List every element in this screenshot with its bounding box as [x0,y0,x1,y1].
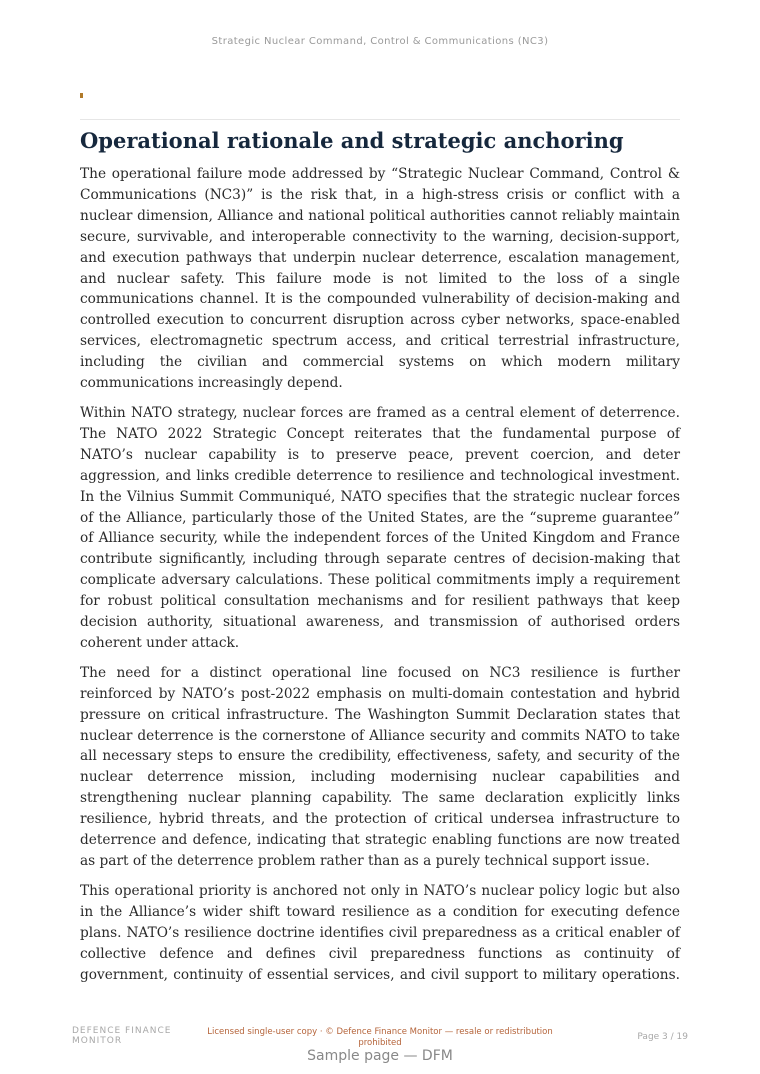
section-heading: Operational rationale and strategic anchoring [80,128,624,153]
paragraph-1: The operational failure mode addressed by “Strategic Nuclear Command, Control & Communications (NC3)” is the risk that, in a high-stress crisis or conflict with a nuclear dimension, Alliance and national political authorities cannot reliably maintain secure, survivable, and interoperable connectivity to the warning, decision-support, and execution pathways that underpin nuclear deterrence, escalation management, and nuclear safety. This failure mode is not limited to the loss of a single communications channel. It is the compounded vulnerability of decision-making and controlled execution to concurrent disruption across cyber networks, space-enabled services, electromagnetic spectrum access, and critical terrestrial infrastructure, including the civilian and commercial systems on which modern military communications increasingly depend. [80,166,680,392]
accent-marker [80,93,83,98]
paragraph-4: This operational priority is anchored not only in NATO’s nuclear policy logic but also in the Alliance’s wider shift toward resilience as a condition for executing defence plans. NATO’s resilience doctrine identifies civil preparedness as a critical enabler of collective defence and defines civil preparedness functions as continuity of government, continuity of essential services, and civil support to military operations. [80,882,680,983]
footer-publisher: DEFENCE FINANCE MONITOR [72,1026,172,1046]
running-header: Strategic Nuclear Command, Control & Communications (NC3) [211,36,549,47]
page-content [80,126,680,994]
paragraph-2: Within NATO strategy, nuclear forces are framed as a central element of deterrence. The NATO 2022 Strategic Concept reiterates that the fundamental purpose of NATO’s nuclear capability is to preserve peace, prevent coercion, and deter aggression, and links credible deterrence to resilience and technological investment. In the Vilnius Summit Communiqué, NATO specifies that the strategic nuclear forces of the Alliance, particularly those of the United States, are the “supreme guarantee” of Alliance security, while the independent forces of the United Kingdom and France contribute significantly, including through separate centres of decision-making that complicate adversary calculations. These political commitments imply a requirement for robust political consultation mechanisms and for resilient pathways that keep decision authority, situational awareness, and transmission of authorised orders coherent under attack. [80,404,680,651]
footer-license-notice: Licensed single-user copy · © Defence Finance Monitor — resale or redistribution prohibited [207,1027,553,1048]
sample-page-label: Sample page — DFM [307,1048,453,1064]
footer-page-number: Page 3 / 19 [637,1032,688,1042]
paragraph-3: The need for a distinct operational line focused on NC3 resilience is further reinforced by NATO’s post-2022 emphasis on multi-domain contestation and hybrid pressure on critical infrastructure. The Washington Summit Declaration states that nuclear deterrence is the cornerstone of Alliance security and commits NATO to take all necessary steps to ensure the credibility, effectiveness, safety, and security of the nuclear deterrence mission, including modernising nuclear capabilities and strengthening nuclear planning capability. The same declaration explicitly links resilience, hybrid threats, and the protection of critical undersea infrastructure to deterrence and defence, indicating that strategic enabling functions are now treated as part of the deterrence problem rather than as a purely technical support issue. [80,664,680,869]
header-divider [80,119,680,120]
